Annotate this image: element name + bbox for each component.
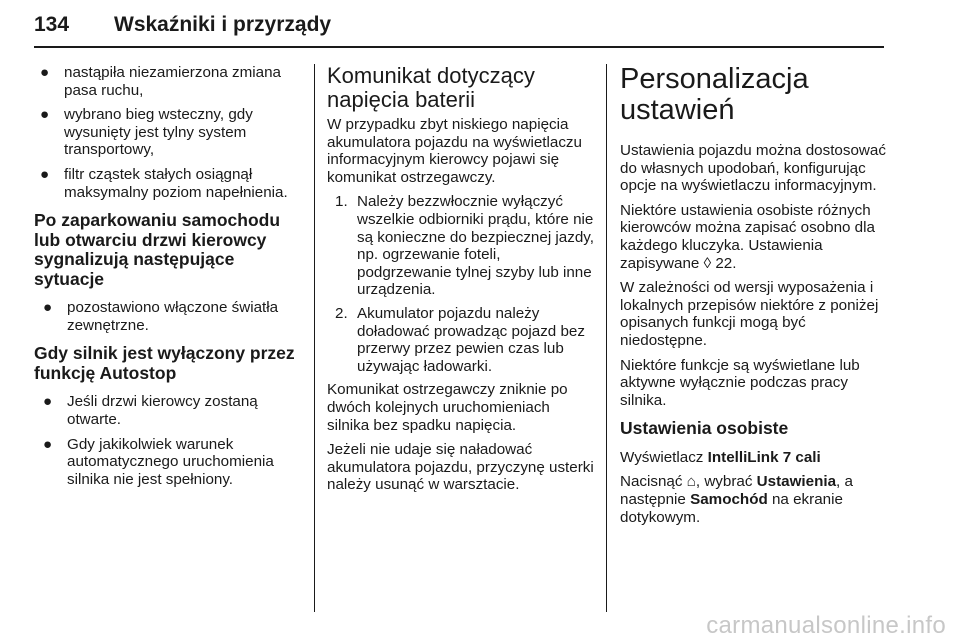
header-rule [34, 46, 884, 48]
section-title: Wskaźniki i przyrządy [114, 13, 332, 36]
heading-personalization: Personalizacja ustawień [620, 63, 809, 126]
list-item: ● nastąpiła niezamierzona zmiana pasa ruchu, [40, 64, 281, 99]
list-item: 1. Należy bezzwłocznie wyłączyć wszelkie odbiorniki prądu, które nie są konieczne do bezpiecznej jazdy, np. ogrzewanie foteli, podgrzewanie tylnej szyby lub inne urządzenia. [335, 193, 594, 299]
heading-autostop: Gdy silnik jest wyłączony przez funkcję Autostop [34, 343, 295, 383]
list-item: ● Gdy jakikolwiek warunek automatycznego uruchomienia silnika nie jest spełniony. [43, 435, 274, 488]
heading-battery-message: Komunikat dotyczący napięcia baterii [327, 63, 535, 112]
home-icon: ⌂ [686, 473, 696, 491]
bullet-list-conditions [34, 64, 300, 201]
bullet-icon: ● [43, 435, 53, 453]
vehicle-label: Samochód [690, 491, 768, 508]
page-reference-link[interactable]: 22. [715, 254, 737, 272]
bullet-icon: ● [40, 165, 50, 183]
paragraph-battery-intro: W przypadku zbyt niskiego napięcia akumulatora pojazdu na wyświetlaczu informacyjnym kierowcy pojawi się komunikat ostrzegawczy. [327, 116, 582, 186]
paragraph-press-home: Nacisnąć ⌂, wybrać Ustawienia, a następnie Samochód na ekranie dotykowym. [620, 473, 853, 526]
list-item: ● wybrano bieg wsteczny, gdy wysunięty jest tylny system transportowy, [40, 106, 253, 159]
numbered-steps [327, 193, 595, 375]
list-item: ● Jeśli drzwi kierowcy zostaną otwarte. [43, 393, 258, 428]
display-name: IntelliLink 7 cali [707, 448, 821, 466]
column-divider-2 [606, 64, 607, 612]
column-divider-1 [314, 64, 315, 612]
bullet-icon: ● [43, 393, 53, 411]
list-item: ● pozostawiono włączone światła zewnętrzne. [43, 299, 279, 334]
heading-personal-settings: Ustawienia osobiste [620, 418, 789, 439]
heading-parking: Po zaparkowaniu samochodu lub otwarciu drzwi kierowcy sygnalizują następujące sytuacje [34, 210, 281, 289]
column-1 [34, 64, 300, 495]
bullet-icon: ● [40, 64, 50, 81]
paragraph-display: Wyświetlacz IntelliLink 7 cali [620, 448, 821, 466]
watermark: carmanualsonline.info [706, 612, 946, 639]
paragraph-equipment: W zależności od wersji wyposażenia i lokalnych przepisów niektóre z poniżej opisanych funkcji mogą być niedostępne. [620, 279, 879, 349]
page-reference-arrow-icon: ◊ [703, 254, 712, 272]
bullet-icon: ● [40, 106, 50, 124]
bullet-list-parking [34, 299, 300, 334]
column-3 [620, 64, 890, 533]
page-number: 134 [34, 13, 70, 36]
paragraph-engine-running: Niektóre funkcje są wyświetlane lub aktywne wyłącznie podczas pracy silnika. [620, 356, 860, 409]
settings-label: Ustawienia [756, 473, 837, 491]
column-2 [327, 64, 595, 501]
paragraph-message-disappear: Komunikat ostrzegawczy zniknie po dwóch kolejnych uruchomieniach silnika bez spadku napięcia. [327, 381, 568, 434]
paragraph-key-settings: Niektóre ustawienia osobiste różnych kierowców można zapisać osobno dla każdego kluczyka. Ustawienia zapisywane ◊ 22. [620, 201, 875, 272]
paragraph-settings-intro: Ustawienia pojazdu można dostosować do własnych upodobań, konfigurując opcje na wyświetlaczu informacyjnym. [620, 142, 886, 195]
page-header [34, 4, 884, 48]
list-item: 2. Akumulator pojazdu należy doładować prowadząc pojazd bez przerwy przez pewien czas lub używając ładowarki. [335, 304, 585, 375]
paragraph-charge-fail: Jeżeli nie udaje się naładować akumulatora pojazdu, przyczynę usterki należy usunąć w warsztacie. [327, 441, 594, 494]
list-item: ● filtr cząstek stałych osiągnął maksymalny poziom napełnienia. [40, 165, 288, 201]
bullet-icon: ● [43, 299, 53, 317]
bullet-list-autostop [34, 393, 300, 488]
